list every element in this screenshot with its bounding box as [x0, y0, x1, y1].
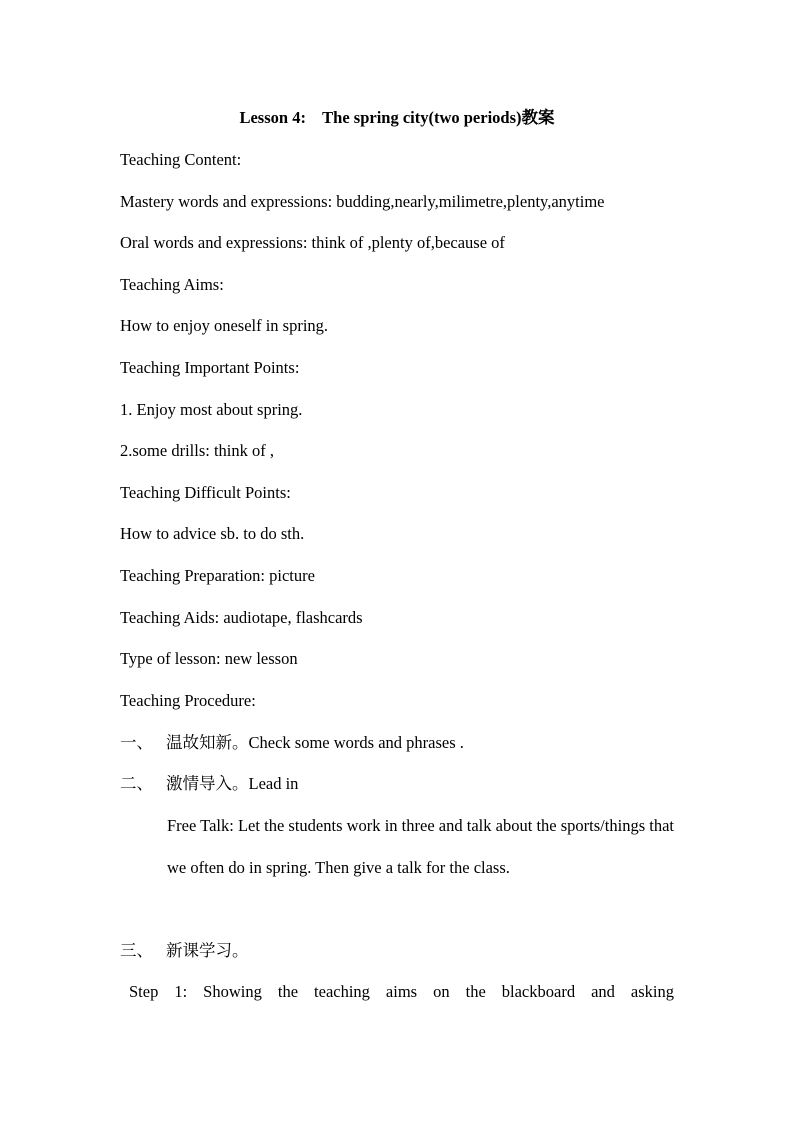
- section-1: [120, 733, 464, 753]
- lesson-type: Type of lesson: new lesson: [120, 649, 298, 668]
- label-teaching-aims: Teaching Aims:: [120, 275, 224, 294]
- label-teaching-procedure: Teaching Procedure:: [120, 691, 256, 710]
- oral-words-line: Oral words and expressions: think of ,plenty of,because of: [120, 233, 505, 252]
- difficult-points-text: How to advice sb. to do sth.: [120, 524, 305, 543]
- section-3-number: 三、: [120, 941, 153, 960]
- section-2-text: 激情导入。Lead in: [166, 774, 299, 793]
- label-important-points: Teaching Important Points:: [120, 358, 300, 377]
- section-1-text: 温故知新。Check some words and phrases .: [166, 733, 464, 752]
- label-teaching-content: Teaching Content:: [120, 150, 242, 169]
- label-difficult-points: Teaching Difficult Points:: [120, 483, 291, 502]
- mastery-words-line: Mastery words and expressions: budding,nearly,milimetre,plenty,anytime: [120, 192, 605, 211]
- section-3-text: 新课学习。: [166, 941, 249, 960]
- section-2: [120, 774, 298, 794]
- section-2-number: 二、: [120, 774, 153, 793]
- teaching-aims-text: How to enjoy oneself in spring.: [120, 316, 329, 335]
- section-1-number: 一、: [120, 733, 153, 752]
- important-point-2: 2.some drills: think of ,: [120, 441, 274, 460]
- free-talk-paragraph: Free Talk: Let the students work in three and talk about the sports/things that we often do in spring. Then give a talk for the class.: [167, 816, 674, 877]
- teaching-aids: Teaching Aids: audiotape, flashcards: [120, 608, 363, 627]
- step-1-line: Step 1: Showing the teaching aims on the blackboard and asking: [129, 982, 674, 1001]
- document-title: Lesson 4: The spring city(two periods)教案: [239, 108, 555, 127]
- teaching-preparation: Teaching Preparation: picture: [120, 566, 315, 585]
- section-3: [120, 941, 249, 961]
- important-point-1: 1. Enjoy most about spring.: [120, 400, 303, 419]
